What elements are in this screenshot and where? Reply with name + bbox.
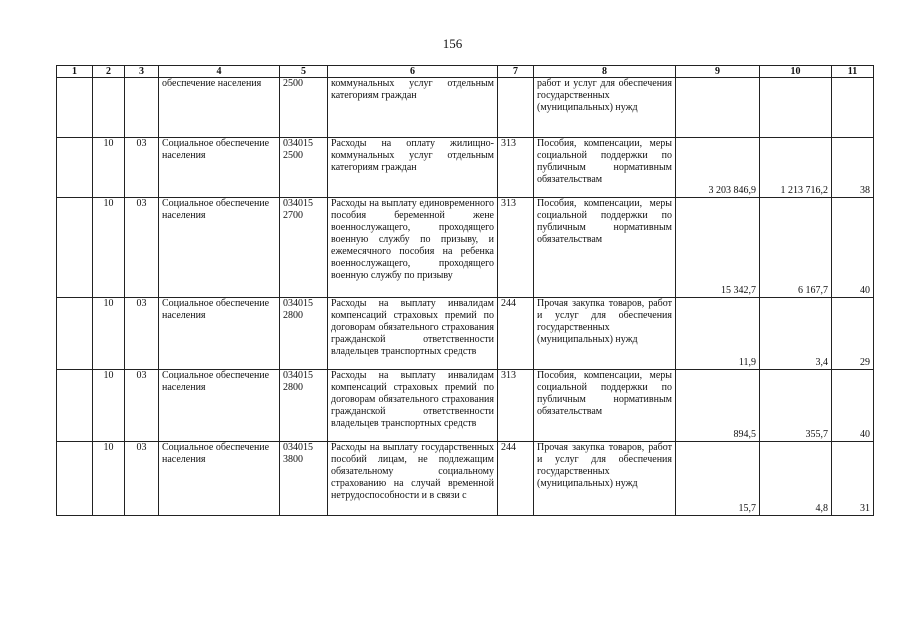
cell-executed: 3,4 — [760, 298, 832, 370]
cell-num — [57, 442, 93, 516]
cell-percent — [832, 78, 874, 138]
cell-target-code: 034015 2800 — [280, 298, 328, 370]
table-row — [57, 442, 874, 516]
table-row — [57, 198, 874, 298]
cell-target-code: 2500 — [280, 78, 328, 138]
cell-expense-type-code — [498, 78, 534, 138]
cell-expense-type-code: 313 — [498, 138, 534, 198]
cell-section: 10 — [93, 298, 125, 370]
cell-target-code: 034015 2500 — [280, 138, 328, 198]
cell-subsection: 03 — [125, 138, 159, 198]
cell-num — [57, 298, 93, 370]
page-number: 156 — [442, 36, 463, 51]
cell-planned: 3 203 846,9 — [676, 138, 760, 198]
table-row — [57, 298, 874, 370]
cell-expense-type-name: Пособия, компенсации, меры социальной поддержки по публичным нормативным обязательствам — [534, 370, 676, 442]
cell-planned: 11,9 — [676, 298, 760, 370]
cell-subsection: 03 — [125, 198, 159, 298]
cell-num — [57, 78, 93, 138]
cell-expense-name: Расходы на выплату единовременного пособия беременной жене военнослужащего, проходящего военную службу по призыву, и ежемесячного пособия на ребенка военнослужащего, проходящего военную службу по призыву — [328, 198, 498, 298]
cell-subsection: 03 — [125, 298, 159, 370]
cell-num — [57, 138, 93, 198]
cell-percent: 38 — [832, 138, 874, 198]
cell-planned: 894,5 — [676, 370, 760, 442]
cell-planned: 15 342,7 — [676, 198, 760, 298]
cell-expense-type-code: 244 — [498, 442, 534, 516]
cell-section-name: Социальное обеспечение населения — [159, 198, 280, 298]
cell-num — [57, 370, 93, 442]
table-row-continuation — [57, 78, 874, 138]
table-row — [57, 370, 874, 442]
col-header-5: 5 — [280, 66, 328, 78]
cell-expense-name: Расходы на оплату жилищно-коммунальных услуг отдельным категориям граждан — [328, 138, 498, 198]
cell-section-name: Социальное обеспечение населения — [159, 138, 280, 198]
cell-executed: 355,7 — [760, 370, 832, 442]
cell-expense-name: Расходы на выплату инвалидам компенсаций страховых премий по договорам обязательного страхования гражданской ответственности владельцев транспортных средств — [328, 370, 498, 442]
col-header-6: 6 — [328, 66, 498, 78]
cell-target-code: 034015 2800 — [280, 370, 328, 442]
cell-expense-type-name: Пособия, компенсации, меры социальной поддержки по публичным нормативным обязательствам — [534, 138, 676, 198]
cell-section — [93, 78, 125, 138]
cell-executed: 1 213 716,2 — [760, 138, 832, 198]
cell-executed: 6 167,7 — [760, 198, 832, 298]
col-header-7: 7 — [498, 66, 534, 78]
cell-expense-type-name: Пособия, компенсации, меры социальной поддержки по публичным нормативным обязательствам — [534, 198, 676, 298]
table-row — [57, 138, 874, 198]
cell-percent: 31 — [832, 442, 874, 516]
cell-expense-name: коммунальных услуг отдельным категориям граждан — [328, 78, 498, 138]
cell-executed — [760, 78, 832, 138]
col-header-10: 10 — [760, 66, 832, 78]
cell-percent: 40 — [832, 370, 874, 442]
cell-expense-type-name: работ и услуг для обеспечения государственных (муниципальных) нужд — [534, 78, 676, 138]
header-row — [57, 66, 874, 78]
cell-section: 10 — [93, 198, 125, 298]
budget-table — [56, 65, 874, 516]
cell-section: 10 — [93, 138, 125, 198]
cell-subsection: 03 — [125, 442, 159, 516]
col-header-8: 8 — [534, 66, 676, 78]
cell-planned — [676, 78, 760, 138]
cell-executed: 4,8 — [760, 442, 832, 516]
cell-subsection: 03 — [125, 370, 159, 442]
col-header-4: 4 — [159, 66, 280, 78]
cell-expense-type-name: Прочая закупка товаров, работ и услуг для обеспечения государственных (муниципальных) нужд — [534, 442, 676, 516]
cell-section-name: обеспечение населения — [159, 78, 280, 138]
cell-expense-type-code: 313 — [498, 198, 534, 298]
cell-section: 10 — [93, 442, 125, 516]
cell-percent: 40 — [832, 198, 874, 298]
col-header-1: 1 — [57, 66, 93, 78]
cell-target-code: 034015 3800 — [280, 442, 328, 516]
cell-section-name: Социальное обеспечение населения — [159, 370, 280, 442]
col-header-11: 11 — [832, 66, 874, 78]
cell-expense-type-code: 244 — [498, 298, 534, 370]
cell-section-name: Социальное обеспечение населения — [159, 442, 280, 516]
col-header-9: 9 — [676, 66, 760, 78]
cell-expense-type-code: 313 — [498, 370, 534, 442]
cell-expense-name: Расходы на выплату государственных пособий лицам, не подлежащим обязательному социальному страхованию на случай временной нетрудоспособности и в связи с — [328, 442, 498, 516]
cell-section: 10 — [93, 370, 125, 442]
cell-target-code: 034015 2700 — [280, 198, 328, 298]
cell-percent: 29 — [832, 298, 874, 370]
cell-num — [57, 198, 93, 298]
cell-expense-type-name: Прочая закупка товаров, работ и услуг для обеспечения государственных (муниципальных) нужд — [534, 298, 676, 370]
col-header-3: 3 — [125, 66, 159, 78]
col-header-2: 2 — [93, 66, 125, 78]
cell-subsection — [125, 78, 159, 138]
cell-planned: 15,7 — [676, 442, 760, 516]
cell-section-name: Социальное обеспечение населения — [159, 298, 280, 370]
cell-expense-name: Расходы на выплату инвалидам компенсаций страховых премий по договорам обязательного страхования гражданской ответственности владельцев транспортных средств — [328, 298, 498, 370]
